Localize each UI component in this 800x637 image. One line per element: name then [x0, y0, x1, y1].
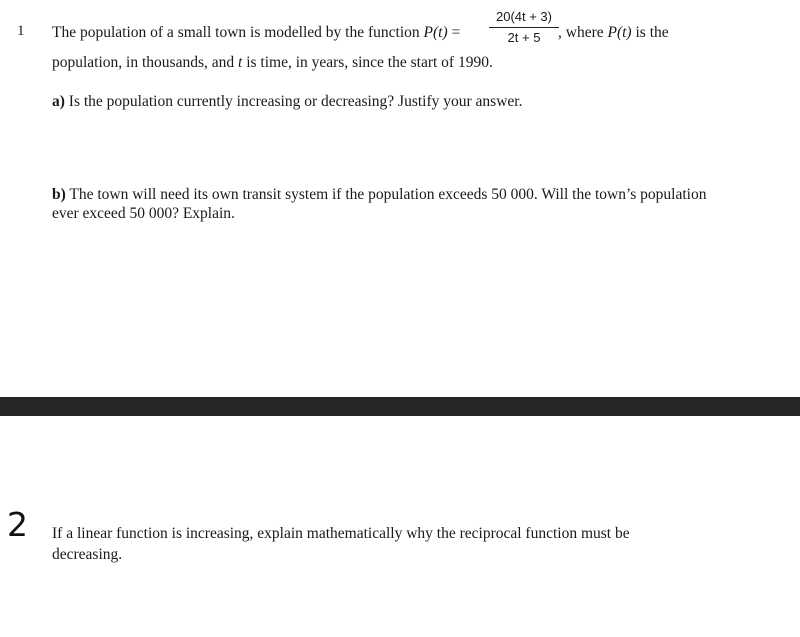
line-2-start: population, in thousands, and	[52, 54, 238, 71]
intro-text: The population of a small town is modelled by the function	[52, 24, 424, 41]
equals-sign: =	[447, 24, 461, 41]
question-1-part-b	[52, 185, 706, 205]
line-2-end: is time, in years, since the start of 1990.	[242, 54, 493, 71]
question-1-number: 1	[17, 23, 25, 39]
question-2-line-1: If a linear function is increasing, explain mathematically why the reciprocal function must be	[52, 525, 630, 542]
formula-numerator: 20(4t + 3)	[495, 9, 552, 24]
question-1-line-2	[52, 53, 493, 73]
question-1-part-b-line-2: ever exceed 50 000? Explain.	[52, 205, 235, 222]
where-text: , where	[558, 24, 608, 41]
section-divider	[0, 397, 800, 416]
variable-t: t	[238, 54, 243, 71]
part-b-label: b)	[52, 186, 66, 203]
function-name-repeat: P(t)	[607, 24, 632, 41]
function-name: P(t)	[423, 24, 448, 41]
question-1-intro-continued	[558, 23, 669, 43]
part-b-line-1: The town will need its own transit system if the population exceeds 50 000. Will the town’s population	[65, 186, 707, 203]
question-2-line-2: decreasing.	[52, 546, 123, 563]
question-1-part-a	[52, 92, 522, 112]
question-1-intro	[52, 23, 460, 43]
is-the-text: is the	[631, 24, 669, 41]
question-2-number: 2	[7, 505, 28, 544]
population-formula-fraction	[487, 9, 561, 46]
part-a-text: Is the population currently increasing or decreasing? Justify your answer.	[64, 93, 523, 110]
part-a-label: a)	[52, 93, 65, 110]
formula-denominator: 2t + 5	[507, 30, 541, 45]
